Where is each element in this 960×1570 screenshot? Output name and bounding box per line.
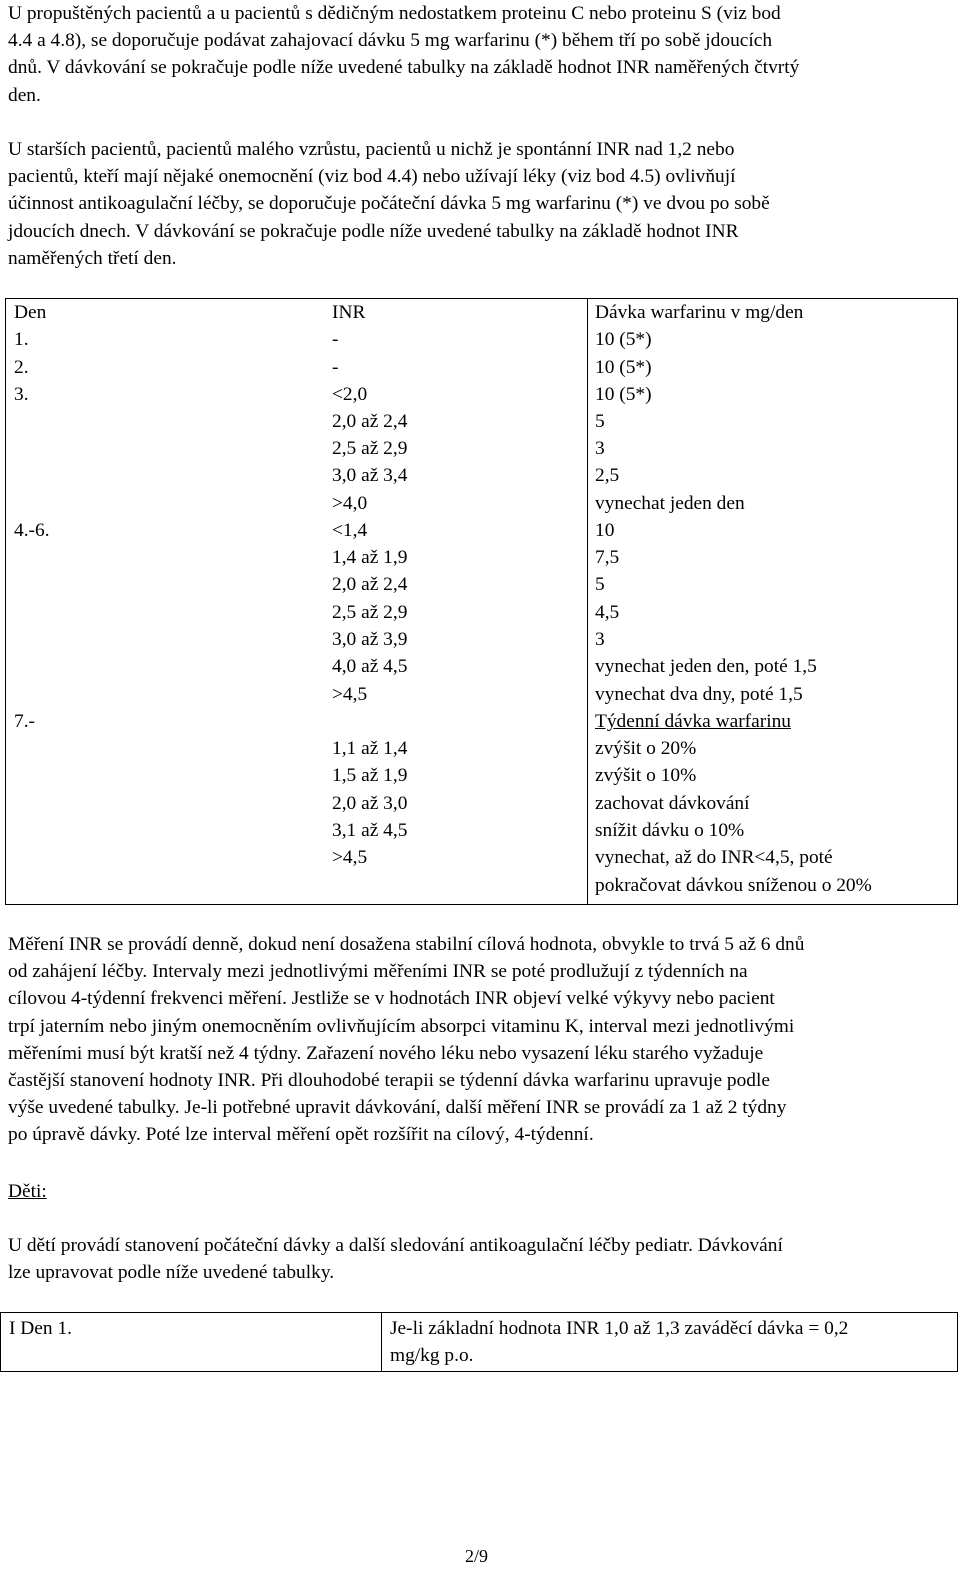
text-line: jdoucích dnech. V dávkování se pokračuje podle níže uvedené tabulky na základě hodnot INR <box>8 220 739 242</box>
inr-cell: >4,5 <box>332 684 368 705</box>
inr-cell: - <box>332 357 339 378</box>
inr-cell: >4,5 <box>332 847 368 868</box>
text-line: účinnost antikoagulační léčby, se doporučuje počáteční dávka 5 mg warfarinu (*) ve dvou po sobě <box>8 193 770 215</box>
dose-cell: 10 (5*) <box>595 384 652 405</box>
text-line: dnů. V dávkování se pokračuje podle níže uvedené tabulky na základě hodnot INR naměřených čtvrtý <box>8 57 800 79</box>
text-line: měřeními musí být kratší než 4 týdny. Zařazení nového léku nebo vysazení léku starého vyžaduje <box>8 1042 764 1064</box>
inr-monitoring-paragraph <box>8 931 953 1149</box>
header-den: Den <box>14 302 47 323</box>
page-number: 2/9 <box>464 1546 488 1566</box>
header-dose: Dávka warfarinu v mg/den <box>595 302 804 323</box>
text-line: U propuštěných pacientů a u pacientů s dědičným nedostatkem proteinu C nebo proteinu S (viz bod <box>8 3 781 24</box>
inr-cell: 2,5 až 2,9 <box>332 602 408 623</box>
inr-cell: 4,0 až 4,5 <box>332 656 408 677</box>
dose-cell: 10 (5*) <box>595 357 652 378</box>
dose-cell: zachovat dávkování <box>595 793 750 814</box>
dose-cell: 4,5 <box>595 602 620 623</box>
text-line: U starších pacientů, pacientů malého vzrůstu, pacientů u nichž je spontánní INR nad 1,2 nebo <box>8 139 735 160</box>
inr-cell: 1,5 až 1,9 <box>332 765 408 786</box>
text-line: Je-li základní hodnota INR 1,0 až 1,3 zaváděcí dávka = 0,2 <box>390 1318 849 1339</box>
column-divider <box>381 1313 382 1371</box>
text-line: lze upravovat podle níže uvedené tabulky. <box>8 1262 335 1284</box>
text-line: od zahájení léčby. Intervaly mezi jednotlivými měřeními INR se poté prodlužují z týdenních na <box>8 961 748 983</box>
inr-cell: 2,0 až 2,4 <box>332 574 408 595</box>
child-day-cell: I Den 1. <box>9 1318 73 1339</box>
text-line: mg/kg p.o. <box>390 1345 474 1367</box>
dose-cell: 3 <box>595 629 605 650</box>
dose-cell: 7,5 <box>595 547 620 568</box>
dose-cell: vynechat jeden den <box>595 493 745 514</box>
day-cell: 2. <box>14 357 29 378</box>
children-dosing-table <box>0 1312 958 1372</box>
dose-cell: 2,5 <box>595 465 620 486</box>
inr-cell: 3,0 až 3,9 <box>332 629 408 650</box>
dose-cell: 5 <box>595 411 605 432</box>
day-cell: 7.- <box>14 711 36 732</box>
dose-cell: vynechat, až do INR<4,5, poté <box>595 847 833 868</box>
children-heading: Děti: <box>8 1181 47 1202</box>
text-line: U dětí provádí stanovení počáteční dávky a další sledování antikoagulační léčby pediatr. Dávkování <box>8 1235 783 1256</box>
weekly-dose-subheader: Týdenní dávka warfarinu <box>595 711 791 732</box>
inr-cell: 3,0 až 3,4 <box>332 465 408 486</box>
dose-cell: 10 (5*) <box>595 329 652 350</box>
dose-cell: 10 <box>595 520 615 541</box>
warfarin-dosing-table <box>5 298 958 905</box>
inr-cell: 1,4 až 1,9 <box>332 547 408 568</box>
dose-cell: vynechat dva dny, poté 1,5 <box>595 684 803 705</box>
child-dose-cell <box>390 1315 950 1369</box>
text-line: den. <box>8 84 41 106</box>
inr-cell: <1,4 <box>332 520 368 541</box>
text-line: trpí jaterním nebo jiným onemocněním ovlivňujícím absorpci vitaminu K, interval mezi jednotlivými <box>8 1015 795 1037</box>
elderly-patients-paragraph <box>8 136 953 272</box>
day-cell: 4.-6. <box>14 520 50 541</box>
dose-cell: zvýšit o 20% <box>595 738 697 759</box>
dose-cell: vynechat jeden den, poté 1,5 <box>595 656 817 677</box>
inr-cell: 1,1 až 1,4 <box>332 738 408 759</box>
inr-cell: <2,0 <box>332 384 368 405</box>
text-line: pacientů, kteří mají nějaké onemocnění (viz bod 4.4) nebo užívají léky (viz bod 4.5) ovlivňují <box>8 166 736 188</box>
dose-cell: pokračovat dávkou sníženou o 20% <box>595 875 872 896</box>
header-inr: INR <box>332 302 366 323</box>
dose-cell: 3 <box>595 438 605 459</box>
text-line: po úpravě dávky. Poté lze interval měření opět rozšířit na cílový, 4-týdenní. <box>8 1124 594 1146</box>
dose-cell: 5 <box>595 574 605 595</box>
inr-cell: 2,5 až 2,9 <box>332 438 408 459</box>
text-line: naměřených třetí den. <box>8 247 177 269</box>
text-line: cílovou 4-týdenní frekvenci měření. Jestliže se v hodnotách INR objeví velké výkyvy nebo pacient <box>8 988 775 1010</box>
day-cell: 3. <box>14 384 29 405</box>
text-line: výše uvedené tabulky. Je-li potřebné upravit dávkování, další měření INR se provádí za 1 až 2 týdny <box>8 1097 787 1119</box>
inr-cell: 2,0 až 3,0 <box>332 793 408 814</box>
inr-cell: >4,0 <box>332 493 368 514</box>
inr-cell: 2,0 až 2,4 <box>332 411 408 432</box>
children-paragraph <box>8 1232 953 1286</box>
text-line: Měření INR se provádí denně, dokud není dosažena stabilní cílová hodnota, obvykle to trvá 5 až 6 dnů <box>8 934 805 955</box>
day-cell: 1. <box>14 329 29 350</box>
dose-cell: snížit dávku o 10% <box>595 820 745 841</box>
text-line: častější stanovení hodnoty INR. Při dlouhodobé terapii se týdenní dávka warfarinu upravuje podle <box>8 1070 770 1092</box>
column-divider <box>587 299 588 904</box>
text-line: 4.4 a 4.8), se doporučuje podávat zahajovací dávku 5 mg warfarinu (*) během tří po sobě jdoucích <box>8 30 773 52</box>
inr-cell: 3,1 až 4,5 <box>332 820 408 841</box>
inr-cell: - <box>332 329 339 350</box>
intro-paragraph <box>8 0 953 109</box>
dose-cell: zvýšit o 10% <box>595 765 697 786</box>
